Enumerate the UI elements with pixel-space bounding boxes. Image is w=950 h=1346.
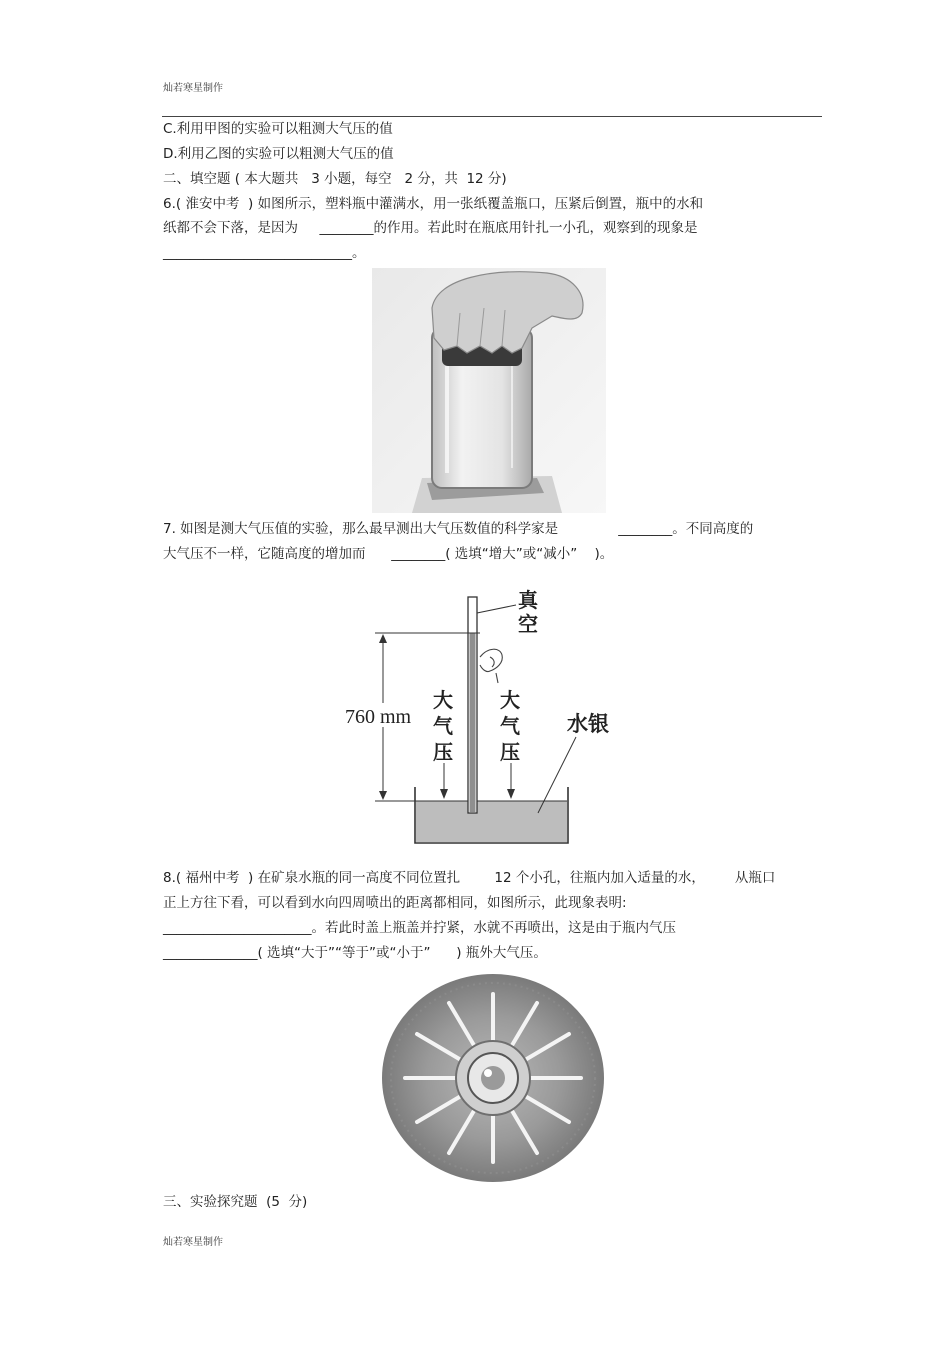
header-rule	[162, 116, 822, 117]
vacuum-label-2: 空	[518, 612, 538, 636]
question-8-line-1: 8.( 福州中考 ) 在矿泉水瓶的同一高度不同位置扎 12 个小孔，往瓶内加入适量的水， 从瓶口	[163, 870, 776, 886]
atm-right-3: 压	[500, 740, 520, 764]
header-text: 灿若寒星制作	[163, 83, 223, 94]
question-8-line-3: ______________________。若此时盖上瓶盖并拧紧，水就不再喷出，这是由于瓶内气压	[163, 920, 676, 936]
question-8-line-2: 正上方往下看，可以看到水向四周喷出的距离都相同，如图所示，此现象表明:	[163, 895, 627, 911]
bottle-photo	[372, 268, 606, 513]
mercury-label: 水银	[567, 712, 609, 736]
footer-text: 灿若寒星制作	[163, 1237, 223, 1248]
section-3-heading: 三、实验探究题 (5 分)	[163, 1194, 308, 1210]
question-6-line-2: 纸都不会下落，是因为 ________的作用。若此时在瓶底用针扎一小孔，观察到的现象是	[163, 220, 698, 236]
height-label: 760 mm	[345, 706, 412, 728]
atm-left-1: 大	[433, 688, 453, 712]
question-6-line-1: 6.( 淮安中考 ) 如图所示，塑料瓶中灌满水，用一张纸覆盖瓶口，压紧后倒置，瓶中的水和	[163, 196, 704, 212]
atm-right-1: 大	[500, 688, 520, 712]
atm-right-2: 气	[500, 714, 520, 738]
question-8-line-4: ______________( 选填“大于”“等于”或“小于” ) 瓶外大气压。	[163, 945, 547, 961]
vacuum-label-1: 真	[518, 588, 538, 612]
atm-left-2: 气	[433, 714, 453, 738]
question-6-line-3: ____________________________。	[163, 245, 366, 261]
torricelli-diagram	[340, 585, 630, 850]
option-d: D.利用乙图的实验可以粗测大气压的值	[163, 146, 394, 162]
atm-left-3: 压	[433, 740, 453, 764]
option-c: C.利用甲图的实验可以粗测大气压的值	[163, 121, 393, 137]
question-7-line-1: 7. 如图是测大气压值的实验，那么最早测出大气压数值的科学家是 ________。不同高度的	[163, 521, 754, 537]
bottle-top-view-photo	[380, 972, 606, 1184]
question-7-line-2: 大气压不一样，它随高度的增加而 ________( 选填“增大”或“减小” )。	[163, 546, 614, 562]
section-2-heading: 二、填空题 ( 本大题共 3 小题，每空 2 分，共 12 分)	[163, 171, 507, 187]
